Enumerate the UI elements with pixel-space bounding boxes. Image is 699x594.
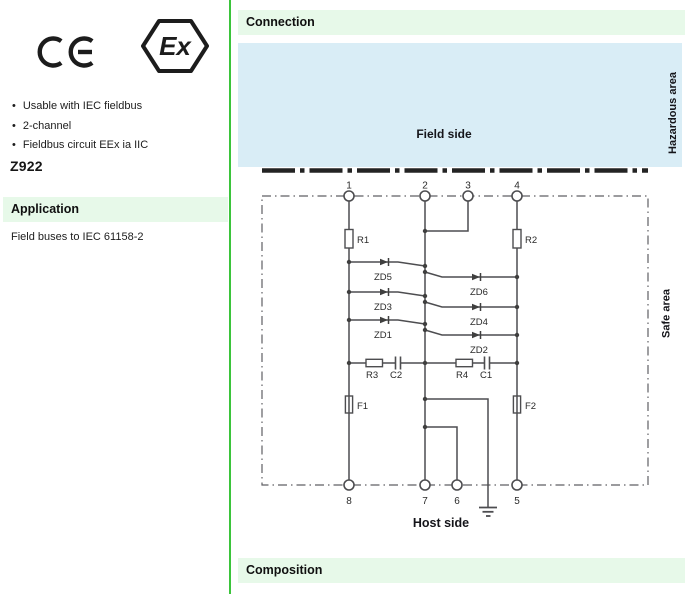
terminal-1-number: 1 <box>346 180 352 192</box>
terminal-3 <box>463 191 473 201</box>
terminal-2 <box>420 191 430 201</box>
wire-terminal6-branch <box>425 427 457 485</box>
wire-terminal3-elbow <box>425 196 468 231</box>
application-section-header: Application <box>3 197 228 222</box>
host-side-label: Host side <box>412 516 470 530</box>
terminal-3-number: 3 <box>465 180 471 192</box>
wire-zd6 <box>425 272 517 277</box>
wire-zd1 <box>349 320 425 324</box>
safe-area-label: Safe area <box>660 289 673 338</box>
terminal-6 <box>452 480 462 490</box>
label-r3: R3 <box>366 370 379 381</box>
resistor-r4-icon <box>456 359 473 366</box>
feature-item: • Usable with IEC fieldbus <box>12 97 148 117</box>
hazardous-area-label: Hazardous area <box>667 72 679 154</box>
ground-icon <box>479 508 497 517</box>
connection-section-header: Connection <box>238 10 685 35</box>
application-text: Field buses to IEC 61158-2 <box>11 231 144 243</box>
label-zd2: ZD2 <box>470 345 488 356</box>
terminal-5 <box>512 480 522 490</box>
label-zd5: ZD5 <box>374 272 392 283</box>
wire-zd3 <box>349 292 425 296</box>
label-r2: R2 <box>525 235 538 246</box>
label-f1: F1 <box>357 401 369 412</box>
resistor-r1-icon <box>345 230 353 249</box>
label-zd1: ZD1 <box>374 330 392 341</box>
terminal-7 <box>420 480 430 490</box>
diode-zd5-icon <box>380 259 388 266</box>
capacitor-c1-icon <box>485 357 490 370</box>
diode-zd2-icon <box>472 332 480 339</box>
label-r4: R4 <box>456 370 469 381</box>
terminal-4-number: 4 <box>514 180 520 192</box>
label-f2: F2 <box>525 401 537 412</box>
terminal-6-number: 6 <box>454 496 460 507</box>
ex-logo-text: Ex <box>159 31 191 61</box>
label-c2: C2 <box>390 370 403 381</box>
diode-zd6-icon <box>472 274 480 281</box>
model-number: Z922 <box>10 158 43 174</box>
label-zd3: ZD3 <box>374 302 392 313</box>
diode-zd1-icon <box>380 317 388 324</box>
label-zd6: ZD6 <box>470 287 488 298</box>
diode-zd4-icon <box>472 304 480 311</box>
terminal-8 <box>344 480 354 490</box>
label-r1: R1 <box>357 235 370 246</box>
composition-section-header: Composition <box>238 558 685 583</box>
capacitor-c2-icon <box>396 357 401 370</box>
terminal-2-number: 2 <box>422 180 428 192</box>
field-side-label: Field side <box>416 127 472 141</box>
label-c1: C1 <box>480 370 493 381</box>
wire-zd2 <box>425 330 517 335</box>
label-zd4: ZD4 <box>470 317 488 328</box>
wire-zd4 <box>425 302 517 307</box>
terminal-8-number: 8 <box>346 496 352 507</box>
feature-item: • Fieldbus circuit EEx ia IIC <box>12 136 148 156</box>
resistor-r3-icon <box>366 359 383 366</box>
terminal-1 <box>344 191 354 201</box>
resistor-r2-icon <box>513 230 521 249</box>
safe-area-border <box>262 196 648 485</box>
terminal-5-number: 5 <box>514 496 520 507</box>
wire-zd5 <box>349 262 425 266</box>
feature-item: • 2-channel <box>12 117 148 137</box>
terminal-4 <box>512 191 522 201</box>
terminal-7-number: 7 <box>422 496 428 507</box>
diode-zd3-icon <box>380 289 388 296</box>
